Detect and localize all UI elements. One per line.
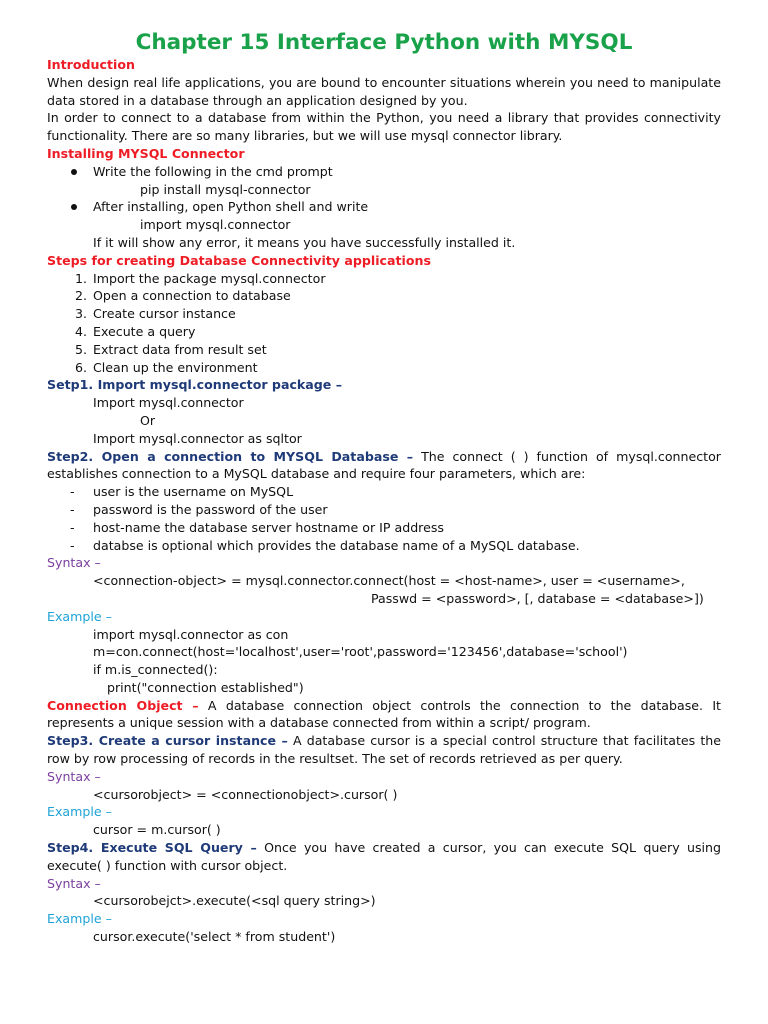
list-item: - user is the username on MySQL — [70, 484, 294, 500]
step3-syntax-label: Syntax – — [47, 768, 101, 784]
bullet-icon — [71, 204, 77, 210]
step4-syntax: <cursorobejct>.execute(<sql query string>) — [93, 893, 376, 909]
step4-paragraph — [47, 839, 721, 875]
step2-syntax-label: Syntax – — [47, 555, 101, 571]
list-item: 4. Execute a query — [74, 323, 196, 339]
step2-paragraph — [47, 448, 721, 484]
install-bullet-1 — [47, 163, 721, 181]
connection-object-heading: Connection Object – — [47, 697, 199, 713]
step3-syntax: <cursorobject> = <connectionobject>.cursor( ) — [93, 786, 398, 802]
install-code-2: import mysql.connector — [140, 217, 291, 233]
connection-object-paragraph — [47, 697, 721, 733]
step3-paragraph — [47, 732, 721, 768]
install-code-1: pip install mysql-connector — [140, 181, 311, 197]
list-item: 2. Open a connection to database — [74, 288, 291, 304]
intro-paragraph-2: In order to connect to a database from within the Python, you need a library that provides connectivity functionality. There are so many libraries, but we will use mysql connector library. — [47, 110, 721, 144]
step4-syntax-label: Syntax – — [47, 875, 101, 891]
intro-paragraph-1: When design real life applications, you are bound to encounter situations wherein you need to manipulate data stored in a database through an application designed by you. — [47, 74, 721, 108]
intro-heading: Introduction — [47, 57, 135, 72]
step3-example: cursor = m.cursor( ) — [93, 822, 221, 838]
step4-example: cursor.execute('select * from student') — [93, 929, 336, 945]
step3-example-label: Example – — [47, 804, 112, 820]
step2-text: The connect ( ) function of mysql.connector establishes connection to a MySQL database and require four parameters, which are: — [47, 448, 721, 482]
list-item: 1. Import the package mysql.connector — [74, 270, 326, 286]
install-heading: Installing MYSQL Connector — [47, 145, 245, 161]
list-item: - password is the password of the user — [70, 501, 328, 517]
step4-heading: Step4. Execute SQL Query – — [47, 840, 257, 856]
bullet-icon — [71, 169, 77, 175]
list-item: 5. Extract data from result set — [74, 341, 267, 357]
list-item: 6. Clean up the environment — [74, 359, 258, 375]
steps-heading: Steps for creating Database Connectivity applications — [47, 252, 431, 268]
step1-line-2: Or — [140, 412, 156, 428]
step3-text: A database cursor is a special control structure that facilitates the row by row processing of records in the resultset. The set of records retrieved as per query. — [47, 733, 721, 767]
step3-heading: Step3. Create a cursor instance – — [47, 733, 288, 749]
step2-example-line-3: if m.is_connected(): — [93, 662, 218, 678]
step2-heading: Step2. Open a connection to MYSQL Database – — [47, 448, 414, 464]
page-title: Chapter 15 Interface Python with MYSQL — [135, 30, 633, 55]
step2-syntax-line-1: <connection-object> = mysql.connector.connect(host = <host-name>, user = <username>, — [93, 573, 685, 589]
step2-example-label: Example – — [47, 608, 112, 624]
list-item: 3. Create cursor instance — [74, 306, 236, 322]
install-bullet-1-text: Write the following in the cmd prompt — [93, 163, 333, 179]
step2-example-line-4: print("connection established") — [107, 679, 304, 695]
install-bullet-2 — [47, 198, 721, 216]
step2-example-line-2: m=con.connect(host='localhost',user='root',password='123456',database='school') — [93, 644, 628, 660]
step1-heading: Setp1. Import mysql.connector package – — [47, 377, 343, 393]
install-note: If it will show any error, it means you have successfully installed it. — [93, 234, 516, 250]
step4-example-label: Example – — [47, 911, 112, 927]
list-item: - databse is optional which provides the database name of a MySQL database. — [70, 537, 580, 553]
steps-list — [47, 270, 721, 377]
list-item: - host-name the database server hostname or IP address — [70, 519, 444, 535]
step1-line-1: Import mysql.connector — [93, 395, 244, 411]
step2-syntax-line-2: Passwd = <password>, [, database = <database>]) — [371, 590, 704, 606]
step1-line-3: Import mysql.connector as sqltor — [93, 430, 302, 446]
install-bullet-2-text: After installing, open Python shell and write — [93, 199, 369, 215]
step4-text: Once you have created a cursor, you can execute SQL query using execute( ) function with cursor object. — [47, 840, 721, 873]
step2-example-line-1: import mysql.connector as con — [93, 626, 289, 642]
connection-object-text: A database connection object controls the connection to the database. It represents a unique session with a database connected from within a script/ program. — [47, 697, 721, 731]
